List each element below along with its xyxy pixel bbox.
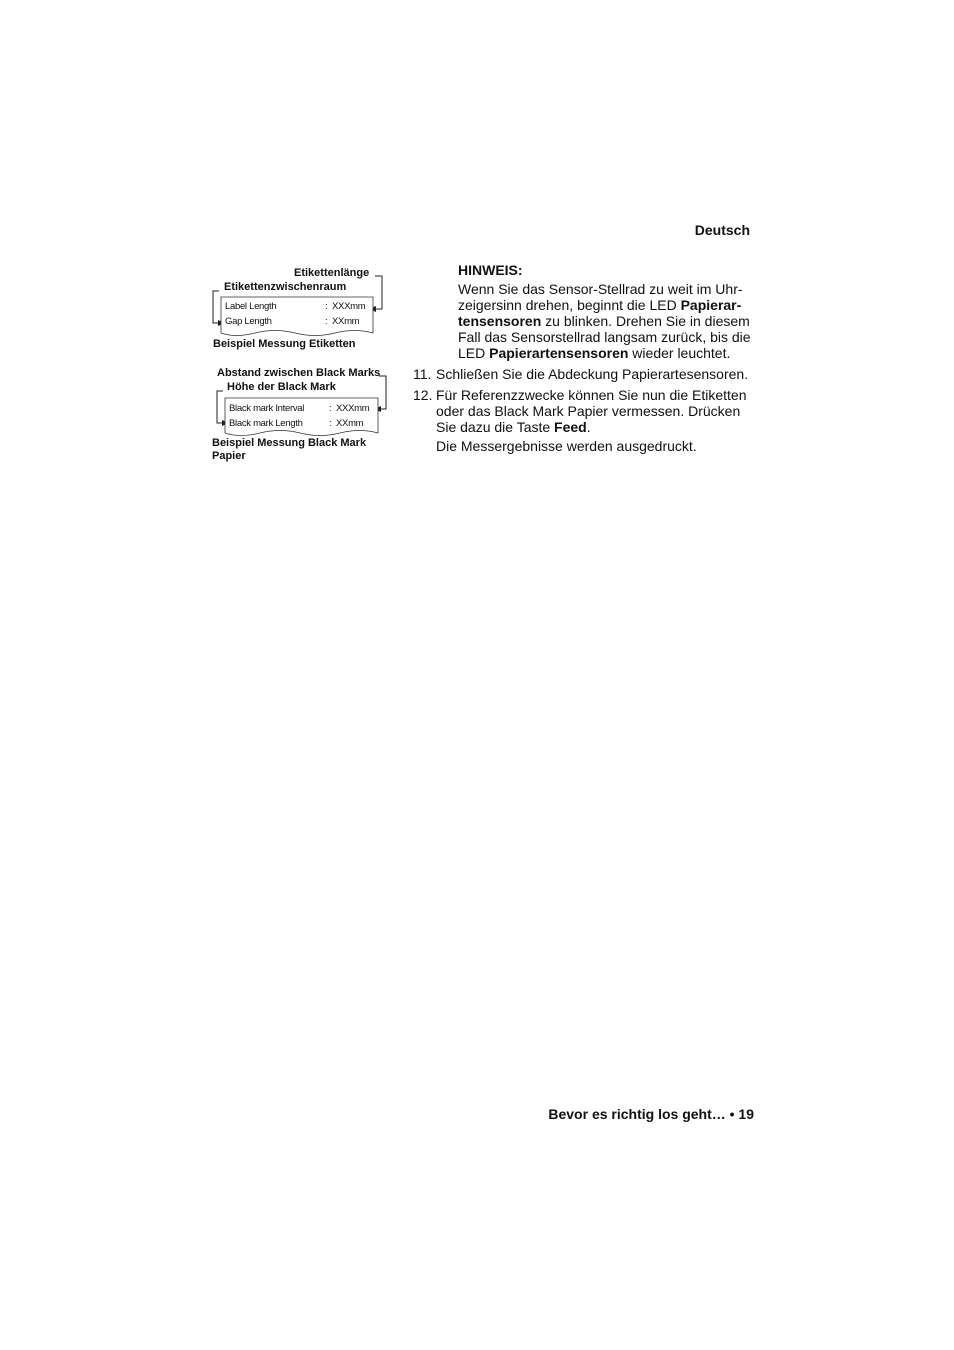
figure2-caption-line1: Beispiel Messung Black Mark [212,437,367,449]
gap-length-callout: Etikettenzwischenraum [224,281,347,293]
figure1-caption: Beispiel Messung Etiketten [213,338,356,350]
page-footer: Bevor es richtig los geht… • 19 [548,1106,754,1122]
ticket2-row1-sep: : [329,403,332,414]
instruction-column [413,262,758,454]
note-body [458,281,753,361]
ticket2-row2-sep: : [329,418,332,429]
ticket1-row2-name: Gap Length [225,316,272,327]
step-number: 12. [413,387,433,403]
ticket1-row1-name: Label Length [225,301,277,312]
step-12-result: Die Messergebnisse werden ausgedruckt. [436,438,697,454]
ticket1-row1-value: XXXmm [332,301,366,312]
page-language-label: Deutsch [694,222,750,238]
step-12-text: Für Referenzzwecke können Sie nun die Etiketten oder das Black Mark Papier vermessen. Drücken Sie dazu die Taste [436,387,747,435]
note-bold-2: Papierartensensoren [489,345,629,361]
figure-blackmark-measurement [205,362,400,466]
blackmark-interval-callout: Abstand zwischen Black Marks [217,367,381,379]
step-11 [413,366,758,382]
ticket1-row1-sep: : [325,301,328,312]
step-text [436,387,758,435]
step-12-after: . [586,419,591,435]
step-number: 11. [413,366,432,382]
note-text-2: zu blinken. Drehen Sie in diesem Fall das Sensorstellrad langsam zurück, bis die LED [458,313,751,361]
figure2-diagram [205,362,400,442]
ticket2-row1-value: XXXmm [336,403,370,414]
step-text: Schließen Sie die Abdeckung Papierartesensoren. [436,366,749,382]
label-length-callout: Etikettenlänge [294,267,370,279]
ticket1-row2-value: XXmm [332,316,360,327]
note-text-3: wieder leuchtet. [628,345,731,361]
note-title: HINWEIS: [458,262,523,278]
ticket1-row2-sep: : [325,316,328,327]
ticket2-row2-value: XXmm [336,418,364,429]
note-bold-1: Papierar-tensensoren [458,297,742,329]
step-12 [413,387,758,435]
note-text-1: Wenn Sie das Sensor-Stellrad zu weit im Uhr-zeigersinn drehen, beginnt die LED [458,281,743,313]
figure-label-measurement [205,262,395,354]
feed-key-label: Feed [554,419,587,435]
ticket2-row1-name: Black mark Interval [229,403,305,414]
blackmark-length-callout: Höhe der Black Mark [227,381,336,393]
ticket2-row2-name: Black mark Length [229,418,303,429]
figure2-caption-line2: Papier [212,450,246,462]
